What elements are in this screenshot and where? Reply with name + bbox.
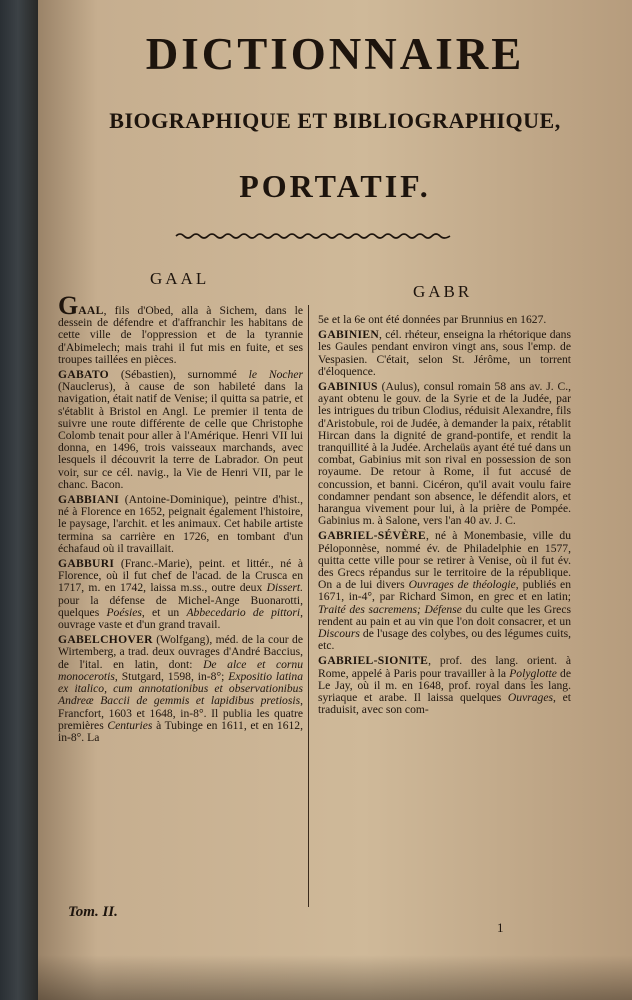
entry-headword: AAL [78,304,104,317]
entry-gabburi: GABBURI (Franc.-Marie), peint. et littér., né à Florence, où il fut chef de l'acad. de la Crusca en 1717, m. en 1742, laissa m.ss., outre deux Dissert. pour la défense de Michel-Ange Buonarotti, quelques Poésies, et un Abbecedario de pittori, ouvrage vaste et d'un grand travail. [58,557,303,632]
left-column [58,291,303,747]
entry-headword: GABINIEN [318,328,380,342]
entry-headword: GABBIANI [58,493,120,507]
drop-cap: G [58,291,79,320]
entry-headword: GABINIUS [318,380,378,394]
page-title: DICTIONNAIRE [145,29,525,79]
entry-gabelchover: GABELCHOVER (Wolfgang), méd. de la cour de Wirtemberg, a trad. deux ouvrages d'André Baccius, de l'ital. en latin, dont: De alce et cornu monocerotis, Stutgard, 1598, in-8°; Expositio latina ex italico, cum annotationibus et observationibus Andreæ Baccii de gemmis et lapidibus pretiosis, Francfort, 1603 et 1648, in-8°. Il publia les quatre premières Centuries à Tubinge en 1611, et en 1612, in-8°. La [58,633,303,744]
page-subtitle-portatif: PORTATIF. [239,168,431,204]
running-head-right: GABR [413,282,473,301]
entry-gabinien: GABINIEN, cél. rhéteur, enseigna la rhétorique dans les Gaules pendant environ vingt ans, sous l'emp. de Vespasien. C'était, selon St. Jérôme, un torrent d'éloquence. [318,328,571,378]
right-column [318,314,571,720]
page-subtitle: BIOGRAPHIQUE ET BIBLIOGRAPHIQUE, [109,108,561,133]
entry-headword: GABELCHOVER [58,633,153,647]
book-page [38,0,632,1000]
entry-gabriel-sionite: GABRIEL-SIONITE, prof. des lang. orient. à Rome, appelé à Paris pour travailler à la Polyglotte de Le Jay, où il m. en 1648, prof. royal dans les lang. syriaque et arabe. Il laissa quelques Ouvrages, et traduisit, avec son com- [318,654,571,717]
volume-label: Tom. II. [68,904,118,920]
entry-gaal [58,291,303,366]
entry-headword: GABRIEL-SÉVÈRE [318,529,426,543]
page-number: 1 [497,920,504,935]
entry-headword: GABATO [58,368,109,382]
entry-text: , fils d'Obed, alla à Sichem, dans le dessein de défendre et d'affranchir les habitans de cette ville de l'oppression et de la tyrannie d'Abimelech; mais trahi il fut mis en fuite, et ses troupes taillées en pièces. [58,304,303,366]
page-shadow [38,955,632,1000]
entry-headword: GABRIEL-SIONITE [318,654,429,668]
entry-gabato: GABATO (Sébastien), surnommé le Nocher (Nauclerus), à cause de son habileté dans la navigation, était natif de Venise; il quitta sa patrie, et s'établit à Bristol en Angl. Le premier il tenta de suivre une route différente de celle que Christophe Colomb tenait pour aller à l'Amérique. Henri VII lui donna, en 1496, trois vaisseaux marchands, avec lesquels il découvrit la terre de Labrador. On peut voir, sur ce cél. navig., la Vie de Henri VII, par le chanc. Bacon. [58,368,303,491]
book-binding [0,0,40,1000]
entry-gabbiani: GABBIANI (Antoine-Dominique), peintre d'hist., né à Florence en 1652, peignait également l'histoire, le paysage, l'archit. et les animaux. Cet habile artiste termina sa carrière en 1726, en tombant d'un échafaud où il travaillait. [58,493,303,555]
entry-gabriel-severe: GABRIEL-SÉVÈRE, né à Monembasie, ville du Péloponnèse, nommé év. de Philadelphie en 1577, quitta cette ville pour se retirer à Venise, où il fut év. des Grecs répandus sur le territoire de la république. On a de lui divers Ouvrages de théologie, publiés en 1671, in-4°, par Richard Simon, en grec et en latin; Traité des sacremens; Défense du culte que les Grecs rendent au pain et au vin que l'on doit consacrer, et un Discours de l'usage des colybes, ou des légumes cuits, etc. [318,529,571,653]
ornament-divider [174,231,452,241]
entry-gabinius: GABINIUS (Aulus), consul romain 58 ans av. J. C., ayant obtenu le gouv. de la Syrie et de la Judée, par les intrigues du tribun Clodius, réduisit Alexandre, fils d'Aristobule, roi de Judée, à demander la paix, rétablit Hircan dans la dignité de grand-pontife, et rendit la tranquillité à la Judée. Archelaüs ayant été tué dans un combat, Gabinius mit son rival en possession de son royaume. De retour à Rome, il fut accusé de concussion, et banni. Cicéron, qu'il avait voulu faire condamner pendant son absence, le défendit alors, et harangua vivement pour lui, à la prière de Pompée. Gabinius m. à Salone, vers l'an 40 av. J. C. [318,380,571,528]
column-rule [308,305,309,907]
running-head-left: GAAL [150,269,210,288]
entry-headword: GABBURI [58,557,115,571]
entry-continuation: 5e et la 6e ont été données par Brunnius en 1627. [318,313,547,326]
